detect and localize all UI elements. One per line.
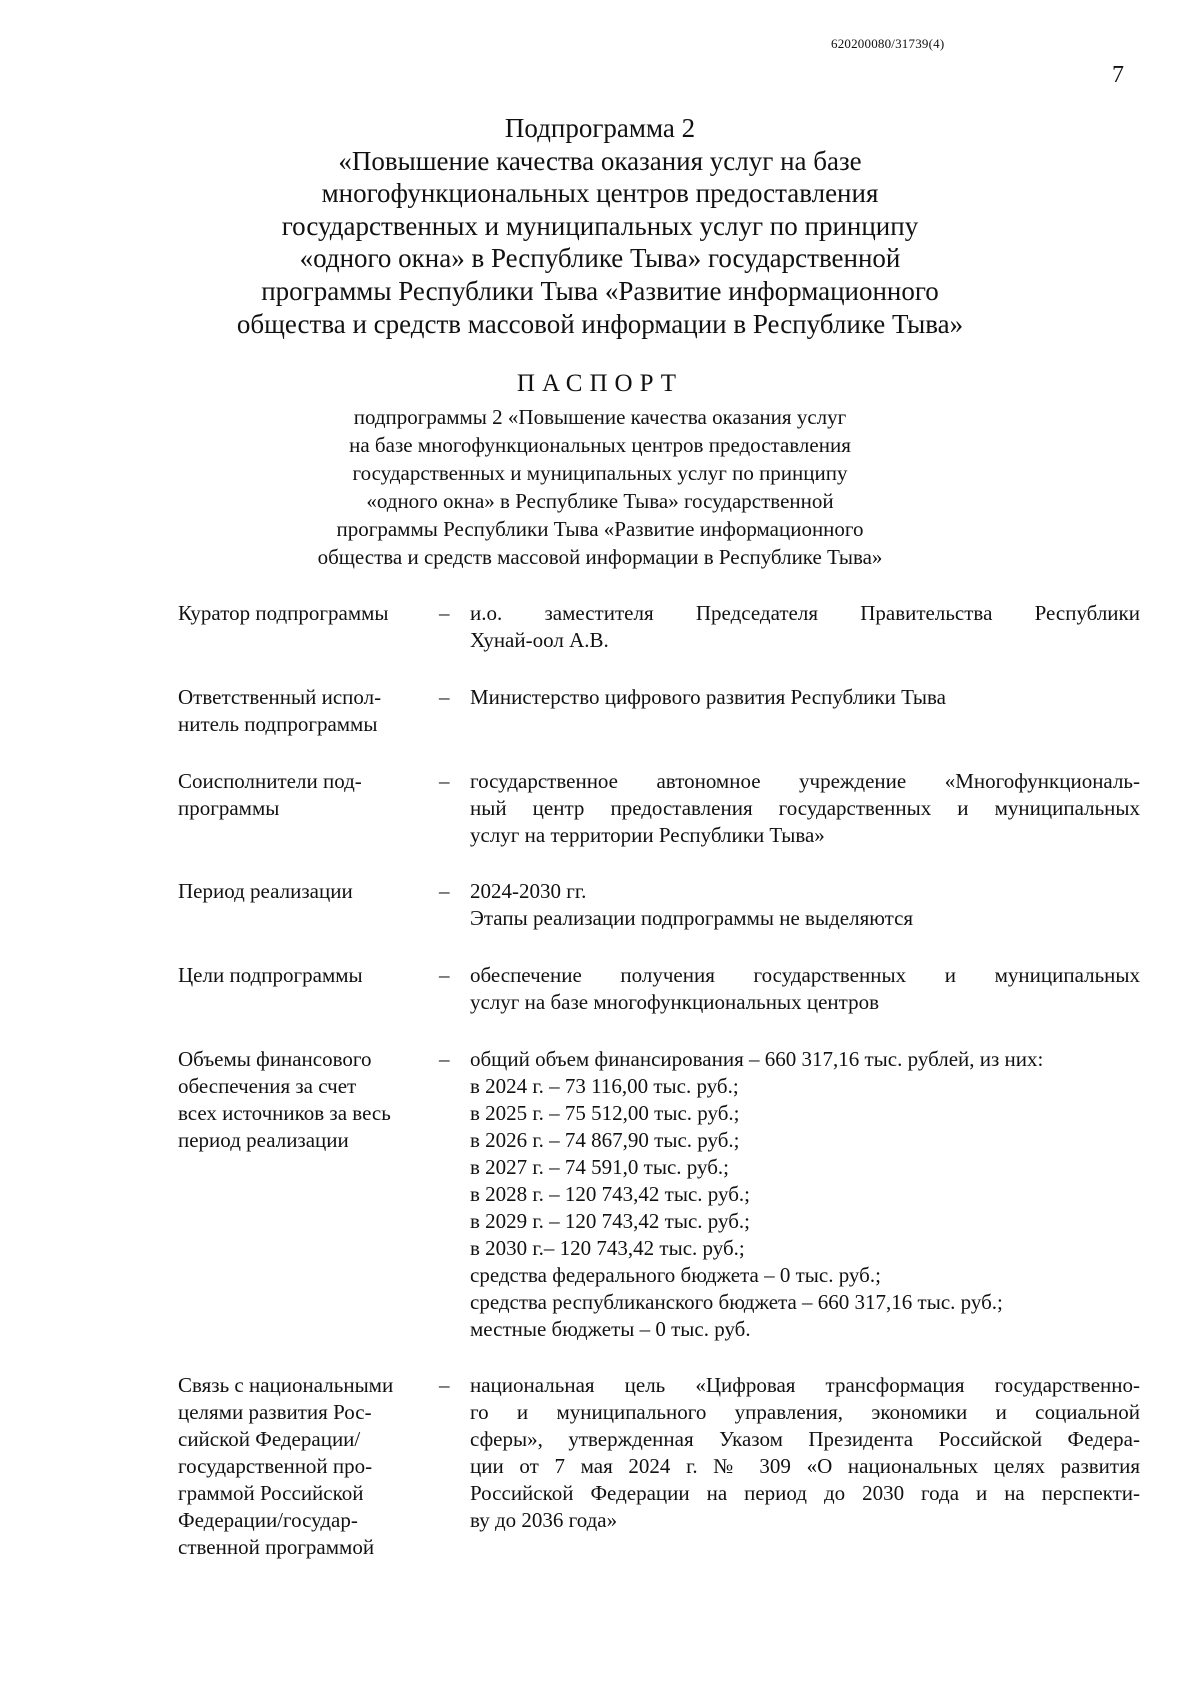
value-line: национальная цель «Цифровая трансформация государственно-	[470, 1373, 1140, 1397]
label-line: Период реализации	[178, 879, 353, 903]
value-line: средства республиканского бюджета – 660 317,16 тыс. руб.;	[470, 1290, 1003, 1314]
page-number: 7	[1112, 62, 1124, 88]
value-line: Этапы реализации подпрограммы не выделяются	[470, 906, 914, 930]
value-line: в 2027 г. – 74 591,0 тыс. руб.;	[470, 1155, 729, 1179]
title-line: Подпрограмма 2	[504, 113, 696, 143]
subtitle-line: государственных и муниципальных услуг по принципу	[352, 461, 848, 485]
passport-subtitle	[250, 403, 950, 571]
label-line: нитель подпрограммы	[178, 712, 378, 736]
row-value	[470, 684, 1140, 711]
title-line: многофункциональных центров предоставления	[321, 178, 879, 209]
row-dash: –	[439, 769, 450, 793]
subprogram-title	[200, 112, 1000, 340]
value-line: в 2030 г.– 120 743,42 тыс. руб.;	[470, 1236, 745, 1260]
value-line: и.о. заместителя Председателя Правительства Республики	[470, 601, 1140, 625]
row-value	[470, 962, 1140, 1016]
value-line: местные бюджеты – 0 тыс. руб.	[470, 1317, 751, 1341]
subtitle-line: подпрограммы 2 «Повышение качества оказания услуг	[353, 405, 847, 429]
row-dash: –	[439, 685, 450, 709]
label-line: Куратор подпрограммы	[178, 601, 389, 625]
value-line: Хунай-оол А.В.	[470, 628, 609, 652]
value-line: 2024-2030 гг.	[470, 879, 587, 903]
row-dash: –	[439, 963, 450, 987]
title-line: государственных и муниципальных услуг по принципу	[281, 210, 919, 241]
label-line: период реализации	[178, 1128, 349, 1152]
row-value	[470, 1372, 1140, 1534]
row-value	[470, 768, 1140, 849]
row-value	[470, 878, 1140, 932]
subtitle-line: «одного окна» в Республике Тыва» государственной	[366, 489, 834, 513]
label-line: Объемы финансового	[178, 1047, 372, 1071]
row-label	[178, 962, 433, 989]
label-line: граммой Российской	[178, 1481, 364, 1505]
value-line: ный центр предоставления государственных и муниципальных	[470, 796, 1140, 820]
value-line: средства федерального бюджета – 0 тыс. руб.;	[470, 1263, 881, 1287]
row-label	[178, 1372, 433, 1561]
document-id: 620200080/31739(4)	[831, 36, 945, 51]
row-dash: –	[439, 601, 450, 625]
value-line: Российской Федерации на период до 2030 года и на перспекти-	[470, 1481, 1140, 1505]
row-label	[178, 878, 433, 905]
subtitle-line: на базе многофункциональных центров предоставления	[349, 433, 851, 457]
row-dash: –	[439, 1047, 450, 1071]
label-line: государственной про-	[178, 1454, 373, 1478]
row-value	[470, 600, 1140, 654]
subtitle-line: программы Республики Тыва «Развитие информационного	[336, 517, 864, 541]
value-line: в 2026 г. – 74 867,90 тыс. руб.;	[470, 1128, 740, 1152]
value-line: сферы», утвержденная Указом Президента Российской Федера-	[470, 1427, 1140, 1451]
label-line: Цели подпрограммы	[178, 963, 363, 987]
title-line: общества и средств массовой информации в Республике Тыва»	[236, 308, 964, 339]
label-line: обеспечения за счет	[178, 1074, 357, 1098]
value-line: государственное автономное учреждение «Многофункциональ-	[470, 769, 1140, 793]
label-line: ственной программой	[178, 1535, 375, 1559]
row-label	[178, 1046, 433, 1154]
label-line: Соисполнители под-	[178, 769, 362, 793]
title-line: «Повышение качества оказания услуг на базе	[338, 145, 862, 176]
value-line: в 2029 г. – 120 743,42 тыс. руб.;	[470, 1209, 750, 1233]
title-line: программы Республики Тыва «Развитие информационного	[261, 275, 939, 306]
value-line: обеспечение получения государственных и муниципальных	[470, 963, 1140, 987]
label-line: всех источников за весь	[178, 1101, 391, 1125]
value-line: ву до 2036 года»	[470, 1508, 618, 1532]
label-line: Связь с национальными	[178, 1373, 394, 1397]
title-line: «одного окна» в Республике Тыва» государственной	[299, 243, 901, 274]
row-dash: –	[439, 1373, 450, 1397]
label-line: Федерации/государ-	[178, 1508, 358, 1532]
value-line: в 2025 г. – 75 512,00 тыс. руб.;	[470, 1101, 740, 1125]
value-line: услуг на территории Республики Тыва»	[470, 823, 825, 847]
row-dash: –	[439, 879, 450, 903]
label-line: программы	[178, 796, 280, 820]
passport-heading: ПАСПОРТ	[516, 370, 684, 397]
value-line: услуг на базе многофункциональных центров	[470, 990, 880, 1014]
value-line: ции от 7 мая 2024 г. № 309 «О национальных целях развития	[470, 1454, 1140, 1478]
row-label	[178, 684, 433, 738]
subtitle-line: общества и средств массовой информации в Республике Тыва»	[317, 545, 883, 569]
value-line: го и муниципального управления, экономики и социальной	[470, 1400, 1140, 1424]
label-line: Ответственный испол-	[178, 685, 382, 709]
label-line: целями развития Рос-	[178, 1400, 372, 1424]
label-line: сийской Федерации/	[178, 1427, 361, 1451]
row-label	[178, 600, 433, 627]
value-line: Министерство цифрового развития Республики Тыва	[470, 685, 946, 709]
value-line: общий объем финансирования – 660 317,16 тыс. рублей, из них:	[470, 1047, 1044, 1071]
value-line: в 2024 г. – 73 116,00 тыс. руб.;	[470, 1074, 739, 1098]
row-value	[470, 1046, 1140, 1343]
row-label	[178, 768, 433, 822]
value-line: в 2028 г. – 120 743,42 тыс. руб.;	[470, 1182, 750, 1206]
